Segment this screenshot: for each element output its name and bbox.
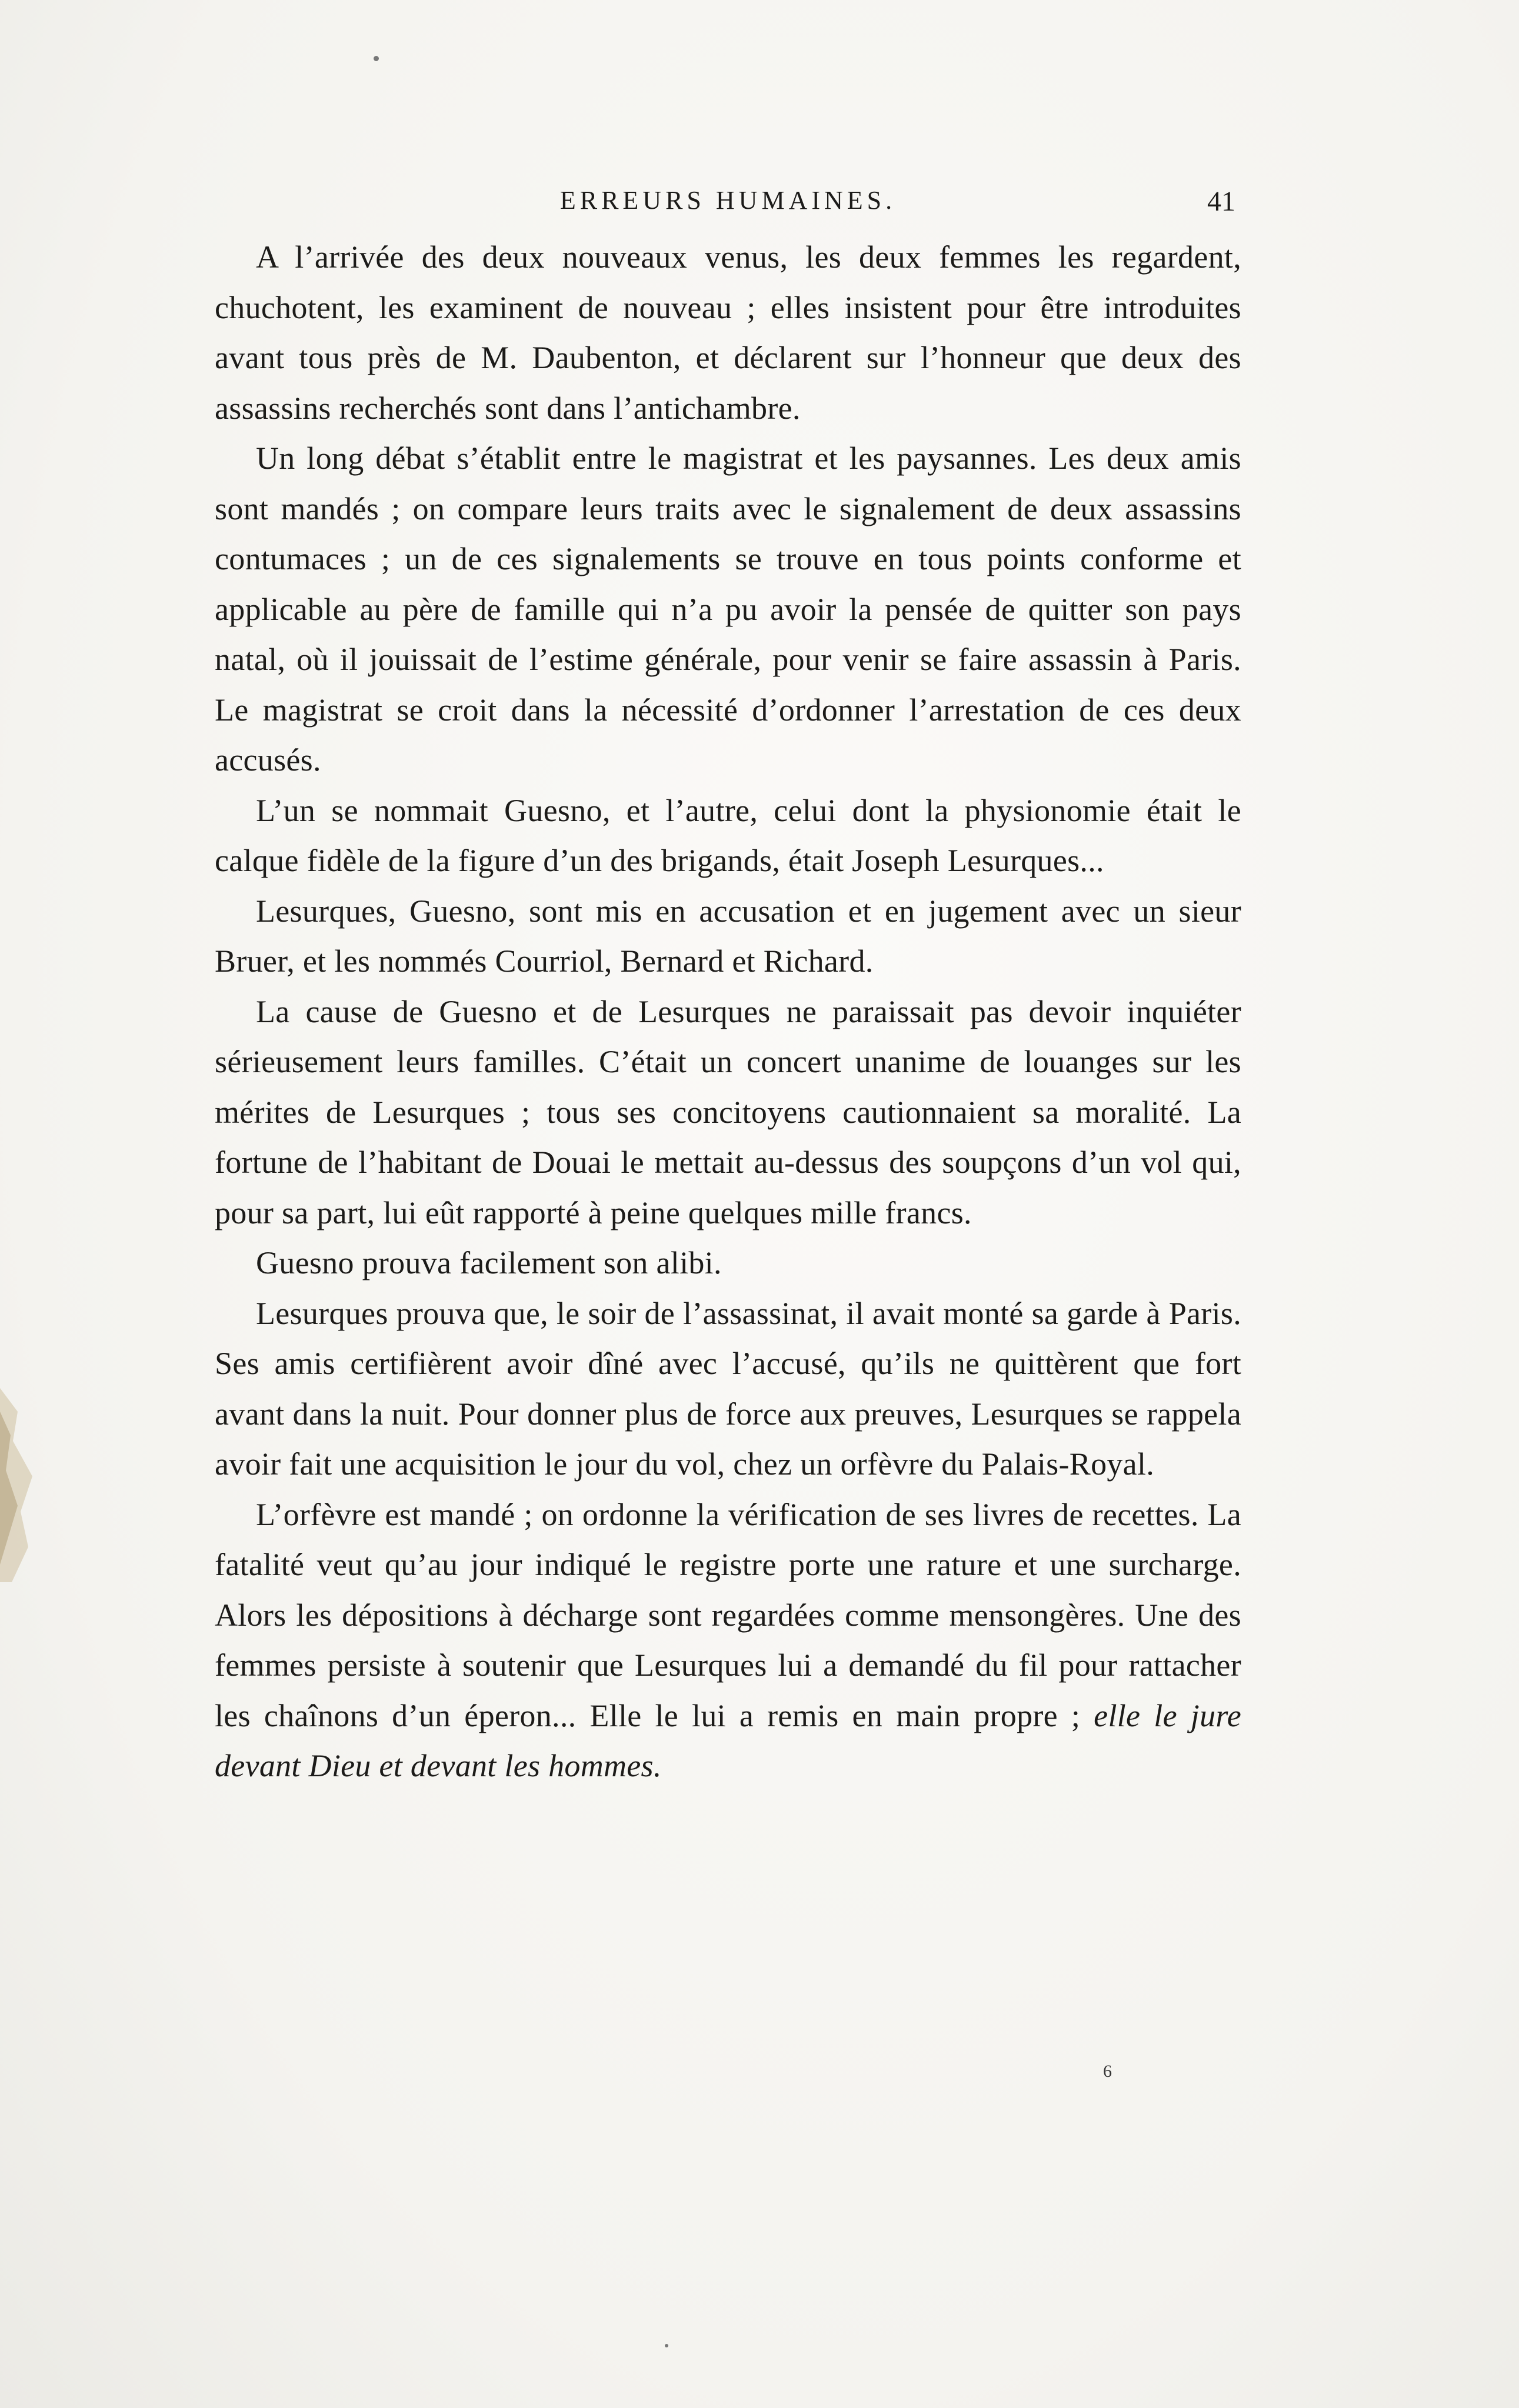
paragraph: Lesurques, Guesno, sont mis en accusation et en jugement avec un sieur Bruer, et les nommés Courriol, Bernard et Richard. (215, 893, 1241, 979)
paragraph: L’un se nommait Guesno, et l’autre, celui dont la physionomie était le calque fidèle de la figure d’un des brigands, était Joseph Lesurques... (215, 792, 1241, 878)
page-number: 41 (1207, 186, 1235, 217)
paragraph-last-text: L’orfèvre est mandé ; on ordonne la vérification de ses livres de recettes. La fatalité veut qu’au jour indiqué le registre porte une rature et une surcharge. Alors les dépositions à décharge sont regardées comme mensongères. Une des femmes persiste à soutenir que Lesurques lui a demandé du fil pour rattacher les chaînons d’un éperon... Elle le lui a remis en main propre ; (215, 1496, 1241, 1733)
paragraph-last-italic: elle le jure devant Dieu et devant les hommes. (215, 1697, 1241, 1783)
paper-speck (665, 2344, 668, 2347)
paragraph-last (215, 1490, 1241, 1792)
paragraph: A l’arrivée des deux nouveaux venus, les deux femmes les regardent, chuchotent, les examinent de nouveau ; elles insistent pour être introduites avant tous près de M. Daubenton, et déclarent sur l’honneur que deux des assassins recherchés sont dans l’antichambre. (215, 239, 1241, 426)
signature-mark: 6 (1103, 2062, 1112, 2081)
running-title: ERREURS HUMAINES. (559, 186, 897, 215)
paragraph: Lesurques prouva que, le soir de l’assassinat, il avait monté sa garde à Paris. Ses amis certifièrent avoir dîné avec l’accusé, qu’ils ne quittèrent que fort avant dans la nuit. Pour donner plus de force aux preuves, Lesurques se rappela avoir fait une acquisition le jour du vol, chez un orfèvre du Palais-Royal. (215, 1295, 1241, 1482)
paragraph: Un long débat s’établit entre le magistrat et les paysannes. Les deux amis sont mandés ; on compare leurs traits avec le signalement de deux assassins contumaces ; un de ces signalements se trouve en tous points conforme et applicable au père de famille qui n’a pu avoir la pensée de quitter son pays natal, où il jouissait de l’estime générale, pour venir se faire assassin à Paris. Le magistrat se croit dans la nécessité d’ordonner l’arrestation de ces deux accusés. (215, 441, 1241, 778)
paragraph: La cause de Guesno et de Lesurques ne paraissait pas devoir inquiéter sérieusement leurs familles. C’était un concert unanime de louanges sur les mérites de Lesurques ; tous ses concitoyens cautionnaient sa moralité. La fortune de l’habitant de Douai le mettait au-dessus des soupçons d’un vol qui, pour sa part, lui eût rapporté à peine quelques mille francs. (215, 993, 1241, 1230)
paragraph: Guesno prouva facilement son alibi. (256, 1245, 722, 1280)
paper-speck (374, 56, 379, 61)
torn-edge-stain (0, 1388, 41, 1582)
body-text (215, 232, 1241, 1792)
page-header (215, 185, 1241, 221)
